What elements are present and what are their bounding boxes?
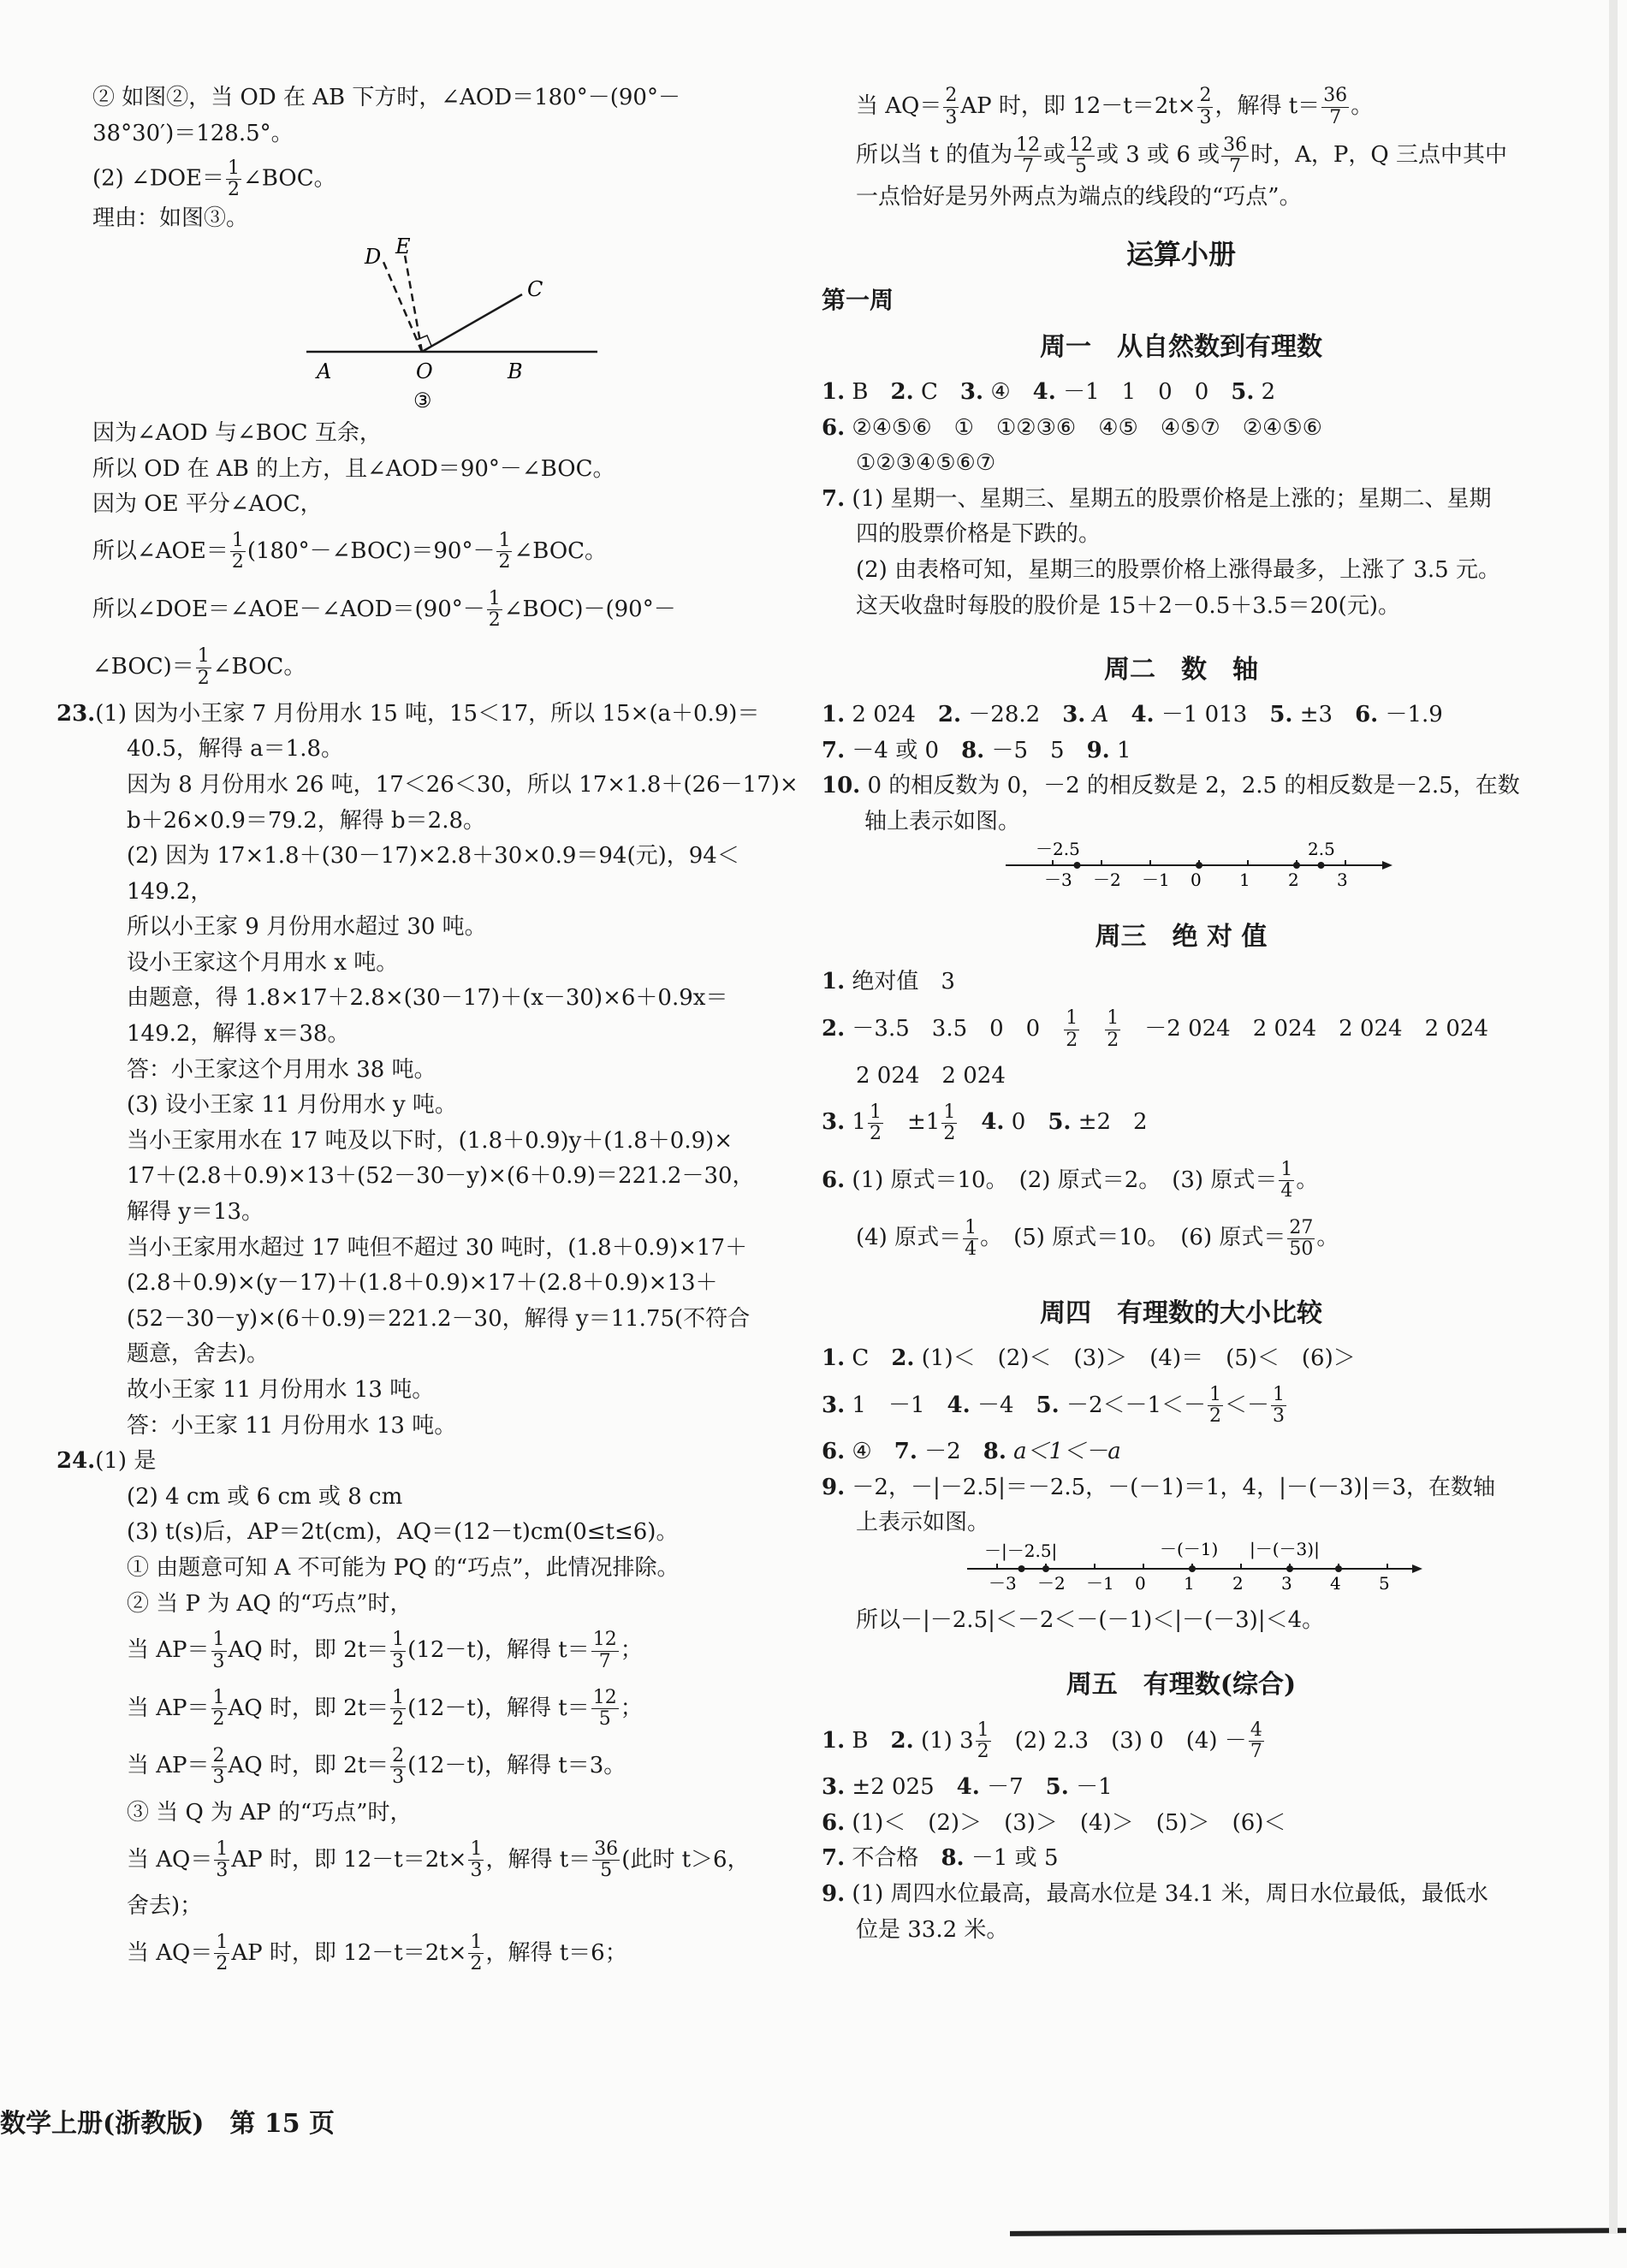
text-line: (2) ∠DOE＝ $\frac{1}{2}$ ∠BOC。 xyxy=(92,157,336,201)
answer-line: 7. 不合格 8. －1 或 5 xyxy=(822,1845,1059,1872)
point-marker xyxy=(1318,862,1325,869)
point-label-2.5: 2.5 xyxy=(1308,840,1335,860)
answer-line: 6. ④ 7. －2 8. a＜1＜－a xyxy=(822,1439,1121,1465)
answer-line: 四的股票价格是下跌的。 xyxy=(856,521,1101,548)
answer-line: 7. －4 或 0 8. －5 5 9. 1 xyxy=(822,737,1131,763)
text-line: (3) t(s)后，AP＝2t(cm)，AQ＝(12－t)cm(0≤t≤6)。 xyxy=(127,1519,679,1546)
text-line: 17＋(2.8＋0.9)×13＋(52－30－y)×(6＋0.9)＝221.2－30， xyxy=(127,1163,755,1190)
figure-caption: ③ xyxy=(413,389,432,413)
point-label-abs-2.5: －|－2.5| xyxy=(984,1541,1058,1562)
text-line: 当 AP＝ $\frac{2}{3}$ AQ 时，即 2t＝ $\frac{2}{3}$ (12－t)，解得 t＝3。 xyxy=(127,1744,626,1788)
text-line: 题意，舍去)。 xyxy=(127,1341,270,1368)
text-line: (2.8＋0.9)×(y－17)＋(1.8＋0.9)×17＋(2.8＋0.9)×13＋ xyxy=(127,1270,718,1297)
text-line: 38°30′)＝128.5°。 xyxy=(92,120,294,146)
answer-line: 3. 1 $\frac{1}{2}$ ±1 $\frac{1}{2}$ 4. 0 5. ±2 2 xyxy=(822,1101,1148,1144)
answer-line: 位是 33.2 米。 xyxy=(856,1916,1009,1943)
point-label-neg2.5: －2.5 xyxy=(1036,840,1080,860)
angle-figure-3 xyxy=(92,236,760,416)
question-24: 24.(1) 是 xyxy=(56,1448,157,1475)
text-line: 理由：如图③。 xyxy=(92,205,249,231)
label-E: E xyxy=(395,236,411,259)
label-O: O xyxy=(416,359,433,384)
tick-label: 4 xyxy=(1330,1573,1341,1594)
point-marker xyxy=(1018,1565,1025,1572)
page-edge xyxy=(1609,0,1618,2234)
point-label-neg-neg1: －(－1) xyxy=(1160,1541,1219,1560)
tick-label: －1 xyxy=(1142,870,1170,891)
tick-label: －3 xyxy=(989,1573,1017,1594)
answer-line: 6. ②④⑤⑥ ① ①②③⑥ ④⑤ ④⑤⑦ ②④⑤⑥ xyxy=(822,414,1322,441)
answer-line: 6. (1) 原式＝10。 (2) 原式＝2。 (3) 原式＝ $\frac{1}{4}$ 。 xyxy=(822,1159,1319,1202)
text-line: 由题意，得 1.8×17＋2.8×(30－17)＋(x－30)×6＋0.9x＝ xyxy=(127,985,728,1012)
text-line: (2) 因为 17×1.8＋(30－17)×2.8＋30×0.9＝94(元)，94＜ xyxy=(127,843,739,870)
text-line: 40.5，解得 a＝1.8。 xyxy=(127,736,344,763)
answer-line: 所以－|－2.5|＜－2＜－(－1)＜|－(－3)|＜4。 xyxy=(856,1607,1325,1634)
text-line: (2) 4 cm 或 6 cm 或 8 cm xyxy=(127,1483,403,1510)
text-line: (3) 设小王家 11 月份用水 y 吨。 xyxy=(127,1092,457,1119)
text-line: ② 当 P 为 AQ 的“巧点”时， xyxy=(127,1590,413,1617)
text-line: 当小王家用水在 17 吨及以下时，(1.8＋0.9)y＋(1.8＋0.9)× xyxy=(127,1127,733,1154)
answer-line: 10. 0 的相反数为 0，－2 的相反数是 2，2.5 的相反数是－2.5，在数 xyxy=(822,773,1520,799)
label-D: D xyxy=(365,245,382,270)
tick-label: 2 xyxy=(1288,870,1299,891)
page-edge-shadow xyxy=(1010,2228,1626,2236)
text-line: ∠BOC)＝ $\frac{1}{2}$ ∠BOC。 xyxy=(92,645,306,689)
answer-line: 3. ±2 025 4. －7 5. －1 xyxy=(822,1774,1113,1801)
text-line: 所以当 t 的值为 $\frac{12}{7}$ 或 $\frac{12}{5}$ 或 3 或 6 或 $\frac{36}{7}$ 时，A，P，Q 三点中其中 xyxy=(856,134,1508,177)
text-line: 因为 8 月份用水 26 吨，17＜26＜30，所以 17×1.8＋(26－17)× xyxy=(127,771,799,798)
text-line: 故小王家 11 月份用水 13 吨。 xyxy=(127,1377,435,1403)
text-line: 答：小王家这个月用水 38 吨。 xyxy=(127,1056,436,1083)
right-column xyxy=(822,82,1541,1948)
text-line: 一点恰好是另外两点为端点的线段的“巧点”。 xyxy=(856,184,1302,211)
tick-label: 3 xyxy=(1337,870,1348,891)
monday-heading: 周一 从自然数到有理数 xyxy=(1040,331,1322,362)
tick-label: 1 xyxy=(1184,1573,1195,1594)
tick-label: 3 xyxy=(1281,1573,1292,1594)
tick-label: 0 xyxy=(1135,1573,1146,1594)
text-line: 当 AP＝ $\frac{1}{3}$ AQ 时，即 2t＝ $\frac{1}{3}$ (12－t)，解得 t＝ $\frac{12}{7}$ ； xyxy=(127,1629,643,1672)
answer-line: 6. (1)＜ (2)＞ (3)＞ (4)＞ (5)＞ (6)＜ xyxy=(822,1809,1286,1836)
text-line: b＋26×0.9＝79.2，解得 b＝2.8。 xyxy=(127,807,486,834)
text-line: 答：小王家 11 月份用水 13 吨。 xyxy=(127,1412,457,1439)
text-line: 当 AP＝ $\frac{1}{2}$ AQ 时，即 2t＝ $\frac{1}{2}$ (12－t)，解得 t＝ $\frac{12}{5}$ ； xyxy=(127,1687,643,1731)
text-line: 当 AQ＝ $\frac{2}{3}$ AP 时，即 12－t＝2t× $\frac{2}{3}$ ，解得 t＝ $\frac{36}{7}$ 。 xyxy=(856,85,1374,128)
text-line: 当 AQ＝ $\frac{1}{3}$ AP 时，即 12－t＝2t× $\frac{1}{3}$ ，解得 t＝ $\frac{36}{5}$ (此时 t＞6， xyxy=(127,1838,750,1882)
text-line: 当小王家用水超过 17 吨但不超过 30 吨时，(1.8＋0.9)×17＋ xyxy=(127,1234,748,1261)
tick-label: 2 xyxy=(1232,1573,1244,1594)
text-line: 所以小王家 9 月份用水超过 30 吨。 xyxy=(127,914,487,941)
point-marker xyxy=(1042,1565,1049,1572)
text-line: 因为∠AOD 与∠BOC 互余， xyxy=(92,420,382,447)
point-marker xyxy=(1293,862,1300,869)
answer-line: 这天收盘时每股的股价是 15＋2－0.5＋3.5＝20(元)。 xyxy=(856,592,1400,619)
point-marker xyxy=(1189,1565,1196,1572)
section-title: 运算小册 xyxy=(1125,237,1236,270)
answer-line: 1. B 2. (1) 3 $\frac{1}{2}$ (2) 2.3 (3) 0 (4) － $\frac{4}{7}$ xyxy=(822,1719,1262,1763)
tick-label: －3 xyxy=(1044,870,1072,891)
answer-line: 1. 绝对值 3 xyxy=(822,969,955,995)
tick-label: －2 xyxy=(1093,870,1121,891)
answer-line: 1. B 2. C 3. ④ 4. －1 1 0 0 5. 2 xyxy=(822,378,1276,405)
point-marker xyxy=(1196,862,1202,869)
text-line: ① 由题意可知 A 不可能为 PQ 的“巧点”，此情况排除。 xyxy=(127,1554,680,1581)
answer-line: ①②③④⑤⑥⑦ xyxy=(856,450,996,477)
text-line: 设小王家这个月用水 x 吨。 xyxy=(127,949,399,976)
text-line: 149.2，解得 x＝38。 xyxy=(127,1021,350,1048)
tick-label: 0 xyxy=(1191,870,1202,891)
text-line: 所以∠AOE＝ $\frac{1}{2}$ (180°－∠BOC)＝90°－ $\frac{1}{2}$ ∠BOC。 xyxy=(92,530,608,573)
answer-line: 9. －2，－|－2.5|＝－2.5，－(－1)＝1，4，|－(－3)|＝3，在数轴 xyxy=(822,1474,1495,1500)
text-line: ③ 当 Q 为 AP 的“巧点”时， xyxy=(127,1799,413,1826)
answer-line: 上表示如图。 xyxy=(856,1510,990,1536)
answer-line: 2 024 2 024 xyxy=(856,1062,1006,1089)
text-line: 舍去)； xyxy=(127,1893,203,1920)
question-23: 23.(1) 因为小王家 7 月份用水 15 吨，15＜17，所以 15×(a＋0.9)＝ xyxy=(56,700,760,727)
left-column xyxy=(56,80,799,1982)
tick-label: 1 xyxy=(1239,870,1250,891)
number-line-2 xyxy=(822,1541,1541,1603)
point-marker xyxy=(1286,1565,1293,1572)
tick-label: －1 xyxy=(1086,1573,1114,1594)
answer-line: 3. 1 －1 4. －4 5. －2＜－1＜－ $\frac{1}{2}$ ＜－ $\frac{1}{3}$ xyxy=(822,1383,1286,1428)
week-heading: 第一周 xyxy=(822,286,894,315)
point-marker xyxy=(1074,862,1081,869)
answer-line: 7. (1) 星期一、星期三、星期五的股票价格是上涨的；星期二、星期 xyxy=(822,485,1492,512)
number-line-1 xyxy=(822,840,1541,899)
answer-line: 9. (1) 周四水位最高，最高水位是 34.1 米，周日水位最低，最低水 xyxy=(822,1880,1488,1907)
friday-heading: 周五 有理数(综合) xyxy=(1066,1669,1297,1700)
text-line: 所以 OD 在 AB 的上方，且∠AOD＝90°－∠BOC。 xyxy=(92,455,615,482)
answer-line: 1. 2 024 2. －28.2 3. A 4. －1 013 5. ±3 6. －1.9 xyxy=(822,702,1443,728)
thursday-heading: 周四 有理数的大小比较 xyxy=(1040,1298,1322,1329)
text-line: ② 如图②，当 OD 在 AB 下方时，∠AOD＝180°－(90°－ xyxy=(92,85,680,110)
tuesday-heading: 周二 数 轴 xyxy=(1104,655,1258,686)
text-line: 当 AQ＝ $\frac{1}{2}$ AP 时，即 12－t＝2t× $\frac{1}{2}$ ，解得 t＝6； xyxy=(127,1932,627,1975)
text-line: 149.2， xyxy=(127,878,213,905)
tick-label: 5 xyxy=(1379,1573,1390,1594)
answer-line: 2. －3.5 3.5 0 0 $\frac{1}{2}$ $\frac{1}{2}$ －2 024 2 024 2 024 2 024 xyxy=(822,1007,1488,1051)
point-label-abs-neg3: |－(－3)| xyxy=(1250,1541,1320,1560)
answer-line: 轴上表示如图。 xyxy=(864,808,1021,834)
answer-line: (2) 由表格可知，星期三的股票价格上涨得最多，上涨了 3.5 元。 xyxy=(856,556,1500,583)
label-C: C xyxy=(527,277,543,302)
text-line: (52－30－y)×(6＋0.9)＝221.2－30，解得 y＝11.75(不符合 xyxy=(127,1305,751,1332)
answer-line: (4) 原式＝ $\frac{1}{4}$ 。 (5) 原式＝10。 (6) 原式＝ $\frac{27}{50}$ 。 xyxy=(856,1216,1339,1260)
label-B: B xyxy=(508,359,523,384)
answer-line: 1. C 2. (1)＜ (2)＜ (3)＞ (4)＝ (5)＜ (6)＞ xyxy=(822,1345,1356,1372)
point-marker xyxy=(1335,1565,1342,1572)
label-A: A xyxy=(317,359,332,384)
page-footer: 数学上册(浙教版) 第 15 页 xyxy=(0,2109,335,2139)
text-line: 因为 OE 平分∠AOC， xyxy=(92,491,323,518)
wednesday-heading: 周三 绝 对 值 xyxy=(1095,922,1268,953)
text-line: 解得 y＝13。 xyxy=(127,1199,264,1226)
tick-label: －2 xyxy=(1037,1573,1066,1594)
text-line: 所以∠DOE＝∠AOE－∠AOD＝(90°－ $\frac{1}{2}$ ∠BOC)－(90°－ xyxy=(92,587,676,632)
